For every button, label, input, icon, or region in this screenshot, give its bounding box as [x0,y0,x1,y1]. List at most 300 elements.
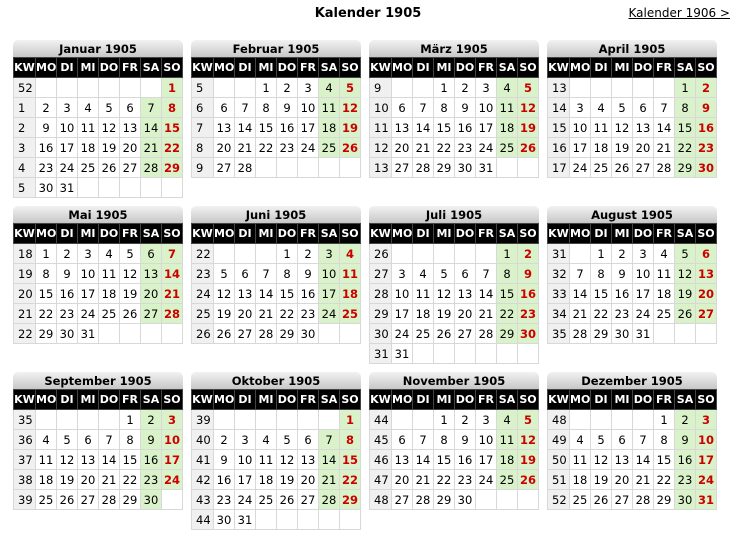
day-cell: 2 [298,244,319,264]
day-cell: 25 [413,324,434,344]
empty-day-cell [570,410,591,430]
empty-day-cell [141,178,162,198]
day-cell: 16 [298,284,319,304]
weekday-header-row [14,224,183,244]
day-cell: 21 [413,138,434,158]
day-cell: 4 [78,98,99,118]
month-calendar [547,372,717,510]
day-cell: 14 [654,118,675,138]
month-calendar [13,206,183,344]
week-row [548,410,717,430]
empty-day-cell [319,324,340,344]
day-cell: 2 [57,244,78,264]
month-calendar [13,40,183,198]
saturday-cell: 9 [675,430,696,450]
month-calendar [547,206,717,344]
week-row [192,98,361,118]
weekday-header: DO [455,224,476,244]
week-row [14,78,183,98]
day-cell: 20 [298,470,319,490]
day-cell: 19 [99,138,120,158]
empty-day-cell [319,410,340,430]
empty-day-cell [497,344,518,364]
weekday-header: SA [141,224,162,244]
week-row [192,78,361,98]
weekday-header: SA [497,58,518,78]
day-cell: 1 [654,410,675,430]
saturday-cell: 24 [319,304,340,324]
week-number: 28 [370,284,392,304]
sunday-cell: 30 [696,158,717,178]
sunday-cell: 19 [340,118,361,138]
week-number: 9 [192,158,214,178]
week-number: 33 [548,284,570,304]
saturday-cell: 6 [141,244,162,264]
week-number: 12 [370,138,392,158]
week-row [548,98,717,118]
day-cell: 23 [214,490,235,510]
sunday-cell: 2 [518,244,539,264]
saturday-cell: 1 [675,78,696,98]
empty-day-cell [57,410,78,430]
sunday-cell: 26 [518,138,539,158]
empty-day-cell [392,78,413,98]
week-number: 29 [370,304,392,324]
saturday-cell: 29 [675,158,696,178]
day-cell: 13 [392,450,413,470]
weekday-header: DO [455,58,476,78]
week-row [14,158,183,178]
week-number-header: KW [14,58,36,78]
month-table [547,223,717,344]
day-cell: 12 [57,450,78,470]
day-cell: 23 [612,304,633,324]
day-cell: 12 [99,118,120,138]
day-cell: 15 [591,284,612,304]
day-cell: 22 [591,304,612,324]
day-cell: 24 [570,158,591,178]
day-cell: 7 [570,264,591,284]
day-cell: 7 [413,98,434,118]
day-cell: 10 [235,450,256,470]
day-cell: 22 [277,304,298,324]
day-cell: 18 [99,284,120,304]
week-row [192,158,361,178]
saturday-cell: 25 [497,470,518,490]
sunday-cell: 8 [162,98,183,118]
saturday-cell: 18 [319,118,340,138]
weekday-header: FR [298,58,319,78]
saturday-cell: 16 [675,450,696,470]
month-table [191,389,361,530]
sunday-cell: 9 [696,98,717,118]
week-row [370,470,539,490]
week-number: 5 [14,178,36,198]
week-number: 39 [14,490,36,510]
sunday-cell: 19 [518,450,539,470]
month-title: Oktober 1905 [191,372,361,389]
month-calendar [13,372,183,510]
day-cell: 21 [256,304,277,324]
month-title: Dezember 1905 [547,372,717,389]
weekday-header: DI [413,224,434,244]
day-cell: 14 [413,118,434,138]
empty-day-cell [497,490,518,510]
weekday-header: MO [570,390,591,410]
empty-day-cell [455,344,476,364]
weekday-header: MO [36,390,57,410]
week-row [548,430,717,450]
week-row [370,450,539,470]
day-cell: 13 [235,284,256,304]
empty-day-cell [214,78,235,98]
day-cell: 26 [214,324,235,344]
week-row [14,470,183,490]
day-cell: 2 [277,78,298,98]
sunday-cell: 15 [162,118,183,138]
day-cell: 31 [633,324,654,344]
saturday-cell: 25 [497,138,518,158]
sunday-cell: 26 [518,470,539,490]
day-cell: 25 [654,304,675,324]
empty-day-cell [612,410,633,430]
day-cell: 1 [434,78,455,98]
week-row [192,324,361,344]
saturday-cell: 22 [675,138,696,158]
day-cell: 4 [99,244,120,264]
day-cell: 10 [633,264,654,284]
day-cell: 6 [455,264,476,284]
week-number: 32 [548,264,570,284]
day-cell: 28 [633,490,654,510]
weekday-header: MI [78,390,99,410]
day-cell: 31 [392,344,413,364]
week-number: 50 [548,450,570,470]
day-cell: 21 [633,470,654,490]
saturday-cell: 4 [497,78,518,98]
weekday-header-row [548,390,717,410]
day-cell: 28 [654,158,675,178]
sunday-cell: 19 [518,118,539,138]
day-cell: 29 [434,158,455,178]
week-row [370,158,539,178]
saturday-cell: 21 [319,470,340,490]
week-number: 17 [548,158,570,178]
day-cell: 24 [57,158,78,178]
weekday-header-row [370,390,539,410]
day-cell: 16 [277,118,298,138]
saturday-cell: 3 [319,244,340,264]
empty-day-cell [298,158,319,178]
day-cell: 21 [476,304,497,324]
day-cell: 8 [654,430,675,450]
weekday-header: SA [141,58,162,78]
week-row [192,284,361,304]
day-cell: 27 [214,158,235,178]
day-cell: 4 [654,244,675,264]
sunday-cell: 22 [340,470,361,490]
weekday-header: DI [591,390,612,410]
empty-day-cell [99,324,120,344]
day-cell: 30 [612,324,633,344]
day-cell: 8 [277,264,298,284]
week-row [548,490,717,510]
weekday-header: SA [319,390,340,410]
week-row [548,158,717,178]
empty-day-cell [256,244,277,264]
day-cell: 29 [36,324,57,344]
day-cell: 27 [612,490,633,510]
week-row [192,138,361,158]
week-row [370,244,539,264]
sunday-cell: 5 [518,78,539,98]
day-cell: 3 [570,98,591,118]
day-cell: 18 [36,470,57,490]
empty-day-cell [277,410,298,430]
day-cell: 22 [654,470,675,490]
empty-day-cell [633,78,654,98]
saturday-cell: 9 [141,430,162,450]
empty-day-cell [455,244,476,264]
week-number: 11 [370,118,392,138]
week-row [14,450,183,470]
day-cell: 16 [214,470,235,490]
weekday-header-row [548,224,717,244]
saturday-cell: 30 [141,490,162,510]
sunday-cell: 2 [696,78,717,98]
weekday-header: FR [654,224,675,244]
day-cell: 26 [434,324,455,344]
day-cell: 30 [214,510,235,530]
week-row [548,304,717,324]
day-cell: 19 [434,304,455,324]
week-number: 51 [548,470,570,490]
day-cell: 21 [235,138,256,158]
week-row [370,304,539,324]
week-number-header: KW [548,390,570,410]
day-cell: 18 [413,304,434,324]
day-cell: 10 [298,98,319,118]
weekday-header: SO [696,58,717,78]
day-cell: 24 [476,470,497,490]
week-row [192,264,361,284]
day-cell: 13 [78,450,99,470]
day-cell: 12 [591,450,612,470]
day-cell: 30 [455,158,476,178]
day-cell: 18 [570,470,591,490]
day-cell: 17 [570,138,591,158]
sunday-cell: 7 [162,244,183,264]
weekday-header: MI [434,224,455,244]
day-cell: 16 [455,450,476,470]
empty-day-cell [413,244,434,264]
empty-day-cell [612,78,633,98]
week-number: 13 [548,78,570,98]
day-cell: 26 [57,490,78,510]
weekday-header: SO [340,390,361,410]
weekday-header: SO [518,58,539,78]
sunday-cell: 15 [340,450,361,470]
empty-day-cell [256,510,277,530]
weekday-header: FR [120,224,141,244]
empty-day-cell [214,244,235,264]
weekday-header: SA [675,224,696,244]
day-cell: 30 [298,324,319,344]
day-cell: 1 [120,410,141,430]
day-cell: 3 [633,244,654,264]
week-number: 30 [370,324,392,344]
weekday-header: MI [256,58,277,78]
week-number: 41 [192,450,214,470]
day-cell: 2 [214,430,235,450]
day-cell: 20 [392,138,413,158]
month-calendar [369,372,539,510]
weekday-header: DO [633,224,654,244]
day-cell: 6 [120,98,141,118]
week-number: 42 [192,470,214,490]
week-row [192,304,361,324]
empty-day-cell [162,490,183,510]
day-cell: 11 [99,264,120,284]
day-cell: 5 [214,264,235,284]
empty-day-cell [476,344,497,364]
day-cell: 17 [476,118,497,138]
saturday-cell: 11 [497,430,518,450]
empty-day-cell [256,158,277,178]
sunday-cell: 26 [340,138,361,158]
week-number-header: KW [370,58,392,78]
sunday-cell: 8 [340,430,361,450]
day-cell: 9 [455,98,476,118]
day-cell: 1 [256,78,277,98]
week-row [14,138,183,158]
empty-day-cell [413,78,434,98]
week-row [192,244,361,264]
empty-day-cell [277,510,298,530]
weekday-header: MI [434,58,455,78]
day-cell: 8 [120,430,141,450]
day-cell: 25 [78,158,99,178]
day-cell: 28 [570,324,591,344]
day-cell: 24 [298,138,319,158]
weekday-header: SO [340,224,361,244]
week-number: 2 [14,118,36,138]
sunday-cell: 28 [162,304,183,324]
week-row [370,78,539,98]
empty-day-cell [570,78,591,98]
month-title: Juni 1905 [191,206,361,223]
month-title: Juli 1905 [369,206,539,223]
day-cell: 3 [57,98,78,118]
week-number-header: KW [14,390,36,410]
empty-day-cell [36,410,57,430]
week-number: 8 [192,138,214,158]
week-row [14,284,183,304]
day-cell: 7 [476,264,497,284]
month-calendar [191,206,361,344]
weekday-header: DO [277,224,298,244]
day-cell: 13 [120,118,141,138]
day-cell: 22 [434,138,455,158]
month-calendar [369,206,539,364]
saturday-cell: 23 [141,470,162,490]
empty-day-cell [78,178,99,198]
sunday-cell: 1 [340,410,361,430]
saturday-cell: 25 [319,138,340,158]
week-number: 48 [548,410,570,430]
saturday-cell: 10 [319,264,340,284]
day-cell: 22 [256,138,277,158]
empty-day-cell [120,324,141,344]
empty-day-cell [633,410,654,430]
weekday-header: SO [518,224,539,244]
day-cell: 13 [633,118,654,138]
weekday-header: MO [392,58,413,78]
day-cell: 8 [591,264,612,284]
saturday-cell: 15 [675,118,696,138]
week-number-header: KW [192,390,214,410]
empty-day-cell [36,78,57,98]
day-cell: 20 [120,138,141,158]
week-row [192,410,361,430]
week-number: 47 [370,470,392,490]
day-cell: 10 [570,118,591,138]
sunday-cell: 1 [162,78,183,98]
day-cell: 26 [99,158,120,178]
week-row [370,118,539,138]
week-row [14,98,183,118]
week-number: 48 [370,490,392,510]
day-cell: 15 [654,450,675,470]
weekday-header: DI [413,390,434,410]
weekday-header: MO [36,224,57,244]
day-cell: 4 [413,264,434,284]
sunday-cell: 5 [518,410,539,430]
week-number: 13 [370,158,392,178]
weekday-header: SO [162,390,183,410]
day-cell: 17 [57,138,78,158]
sunday-cell: 27 [696,304,717,324]
week-number: 9 [370,78,392,98]
week-number-header: KW [370,390,392,410]
day-cell: 16 [612,284,633,304]
day-cell: 8 [434,98,455,118]
weekday-header: DI [57,58,78,78]
next-year-link[interactable]: Kalender 1906 > [628,6,730,20]
month-title: Februar 1905 [191,40,361,57]
day-cell: 25 [99,304,120,324]
week-number: 20 [14,284,36,304]
empty-day-cell [99,178,120,198]
empty-day-cell [141,78,162,98]
week-number: 6 [192,98,214,118]
weekday-header: SO [340,58,361,78]
week-number: 43 [192,490,214,510]
sunday-cell: 22 [162,138,183,158]
weekday-header: FR [120,58,141,78]
weekday-header: DO [99,224,120,244]
day-cell: 29 [654,490,675,510]
weekday-header: MI [78,58,99,78]
week-row [548,450,717,470]
day-cell: 15 [434,450,455,470]
day-cell: 10 [476,430,497,450]
day-cell: 25 [570,490,591,510]
day-cell: 6 [392,98,413,118]
week-number: 45 [370,430,392,450]
saturday-cell: 20 [141,284,162,304]
day-cell: 24 [392,324,413,344]
